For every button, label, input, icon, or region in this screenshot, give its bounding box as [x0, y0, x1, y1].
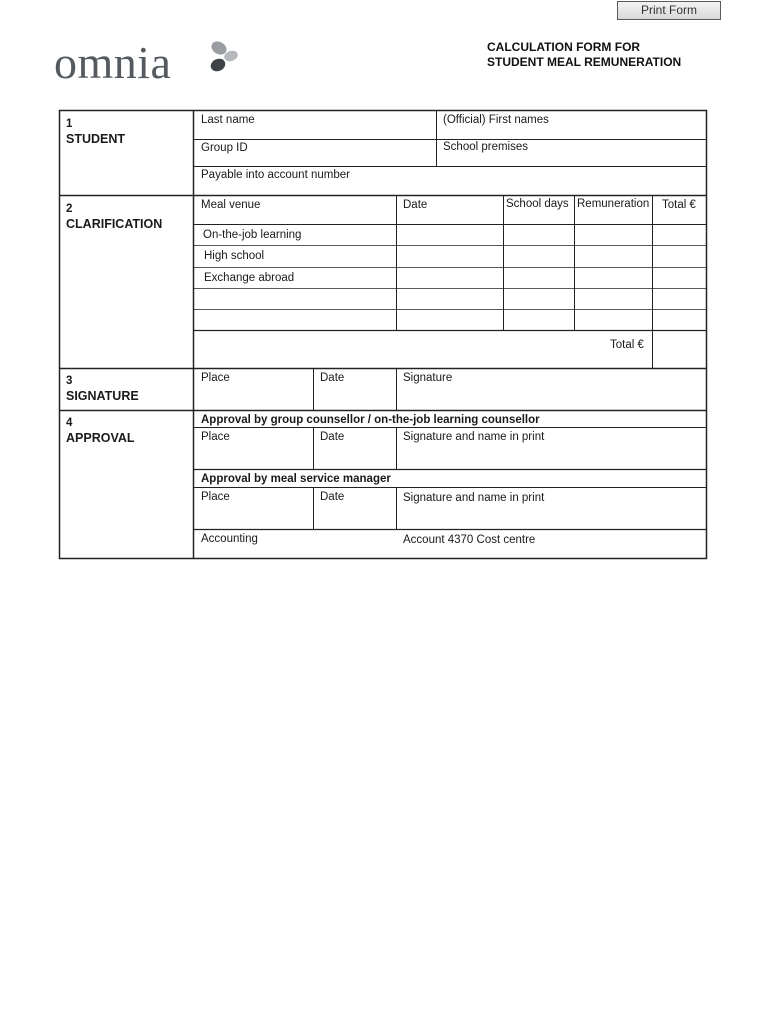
signature-date-field[interactable]: Date	[320, 372, 345, 384]
signature-place-field[interactable]: Place	[201, 372, 230, 384]
venue-row-on-the-job[interactable]: On-the-job learning	[203, 229, 302, 241]
section-student-heading	[66, 117, 125, 147]
school-premises-field[interactable]: School premises	[443, 141, 529, 153]
accounting-field[interactable]: Accounting	[201, 533, 258, 545]
first-names-field[interactable]: (Official) First names	[443, 114, 549, 126]
form-title-line2: STUDENT MEAL REMUNERATION	[487, 55, 682, 69]
manager-place-field[interactable]: Place	[201, 491, 230, 503]
meal-manager-approval-heading: Approval by meal service manager	[201, 473, 391, 485]
remuneration-header: Remuneration	[577, 198, 650, 210]
group-id-field[interactable]: Group ID	[201, 142, 248, 154]
section-title: CLARIFICATION	[66, 217, 163, 231]
manager-signature-field[interactable]: Signature and name in print	[403, 492, 545, 504]
section-number: 4	[66, 417, 73, 429]
venue-row-exchange-abroad[interactable]: Exchange abroad	[204, 272, 295, 284]
section-number: 1	[66, 118, 73, 130]
last-name-field[interactable]: Last name	[201, 114, 255, 126]
school-days-header: School days	[506, 198, 569, 210]
section-title: APPROVAL	[66, 431, 135, 445]
section-approval-heading	[66, 416, 135, 446]
section-title: SIGNATURE	[66, 389, 139, 403]
approval-place-field[interactable]: Place	[201, 431, 230, 443]
omnia-logo-text: omnia	[54, 37, 172, 88]
signature-field[interactable]: Signature	[403, 372, 453, 384]
venue-row-high-school[interactable]: High school	[204, 250, 265, 262]
grand-total-label: Total €	[610, 339, 644, 351]
meal-venue-header: Meal venue	[201, 199, 261, 211]
section-number: 2	[66, 203, 73, 215]
group-counsellor-approval-heading: Approval by group counsellor / on-the-job learning counsellor	[201, 414, 540, 426]
account-number-field[interactable]: Payable into account number	[201, 169, 350, 181]
approval-signature-field[interactable]: Signature and name in print	[403, 431, 545, 443]
section-clarification-heading	[66, 202, 162, 232]
manager-date-field[interactable]: Date	[320, 491, 345, 503]
section-signature-heading	[66, 374, 139, 404]
total-header: Total €	[662, 199, 696, 211]
approval-date-field[interactable]: Date	[320, 431, 345, 443]
print-form-button[interactable]: Print Form	[617, 1, 721, 20]
form-title-line1: CALCULATION FORM FOR	[487, 40, 641, 54]
date-header: Date	[403, 199, 428, 211]
section-title: STUDENT	[66, 132, 126, 146]
section-number: 3	[66, 375, 73, 387]
account-cost-centre-field[interactable]: Account 4370 Cost centre	[403, 534, 536, 546]
